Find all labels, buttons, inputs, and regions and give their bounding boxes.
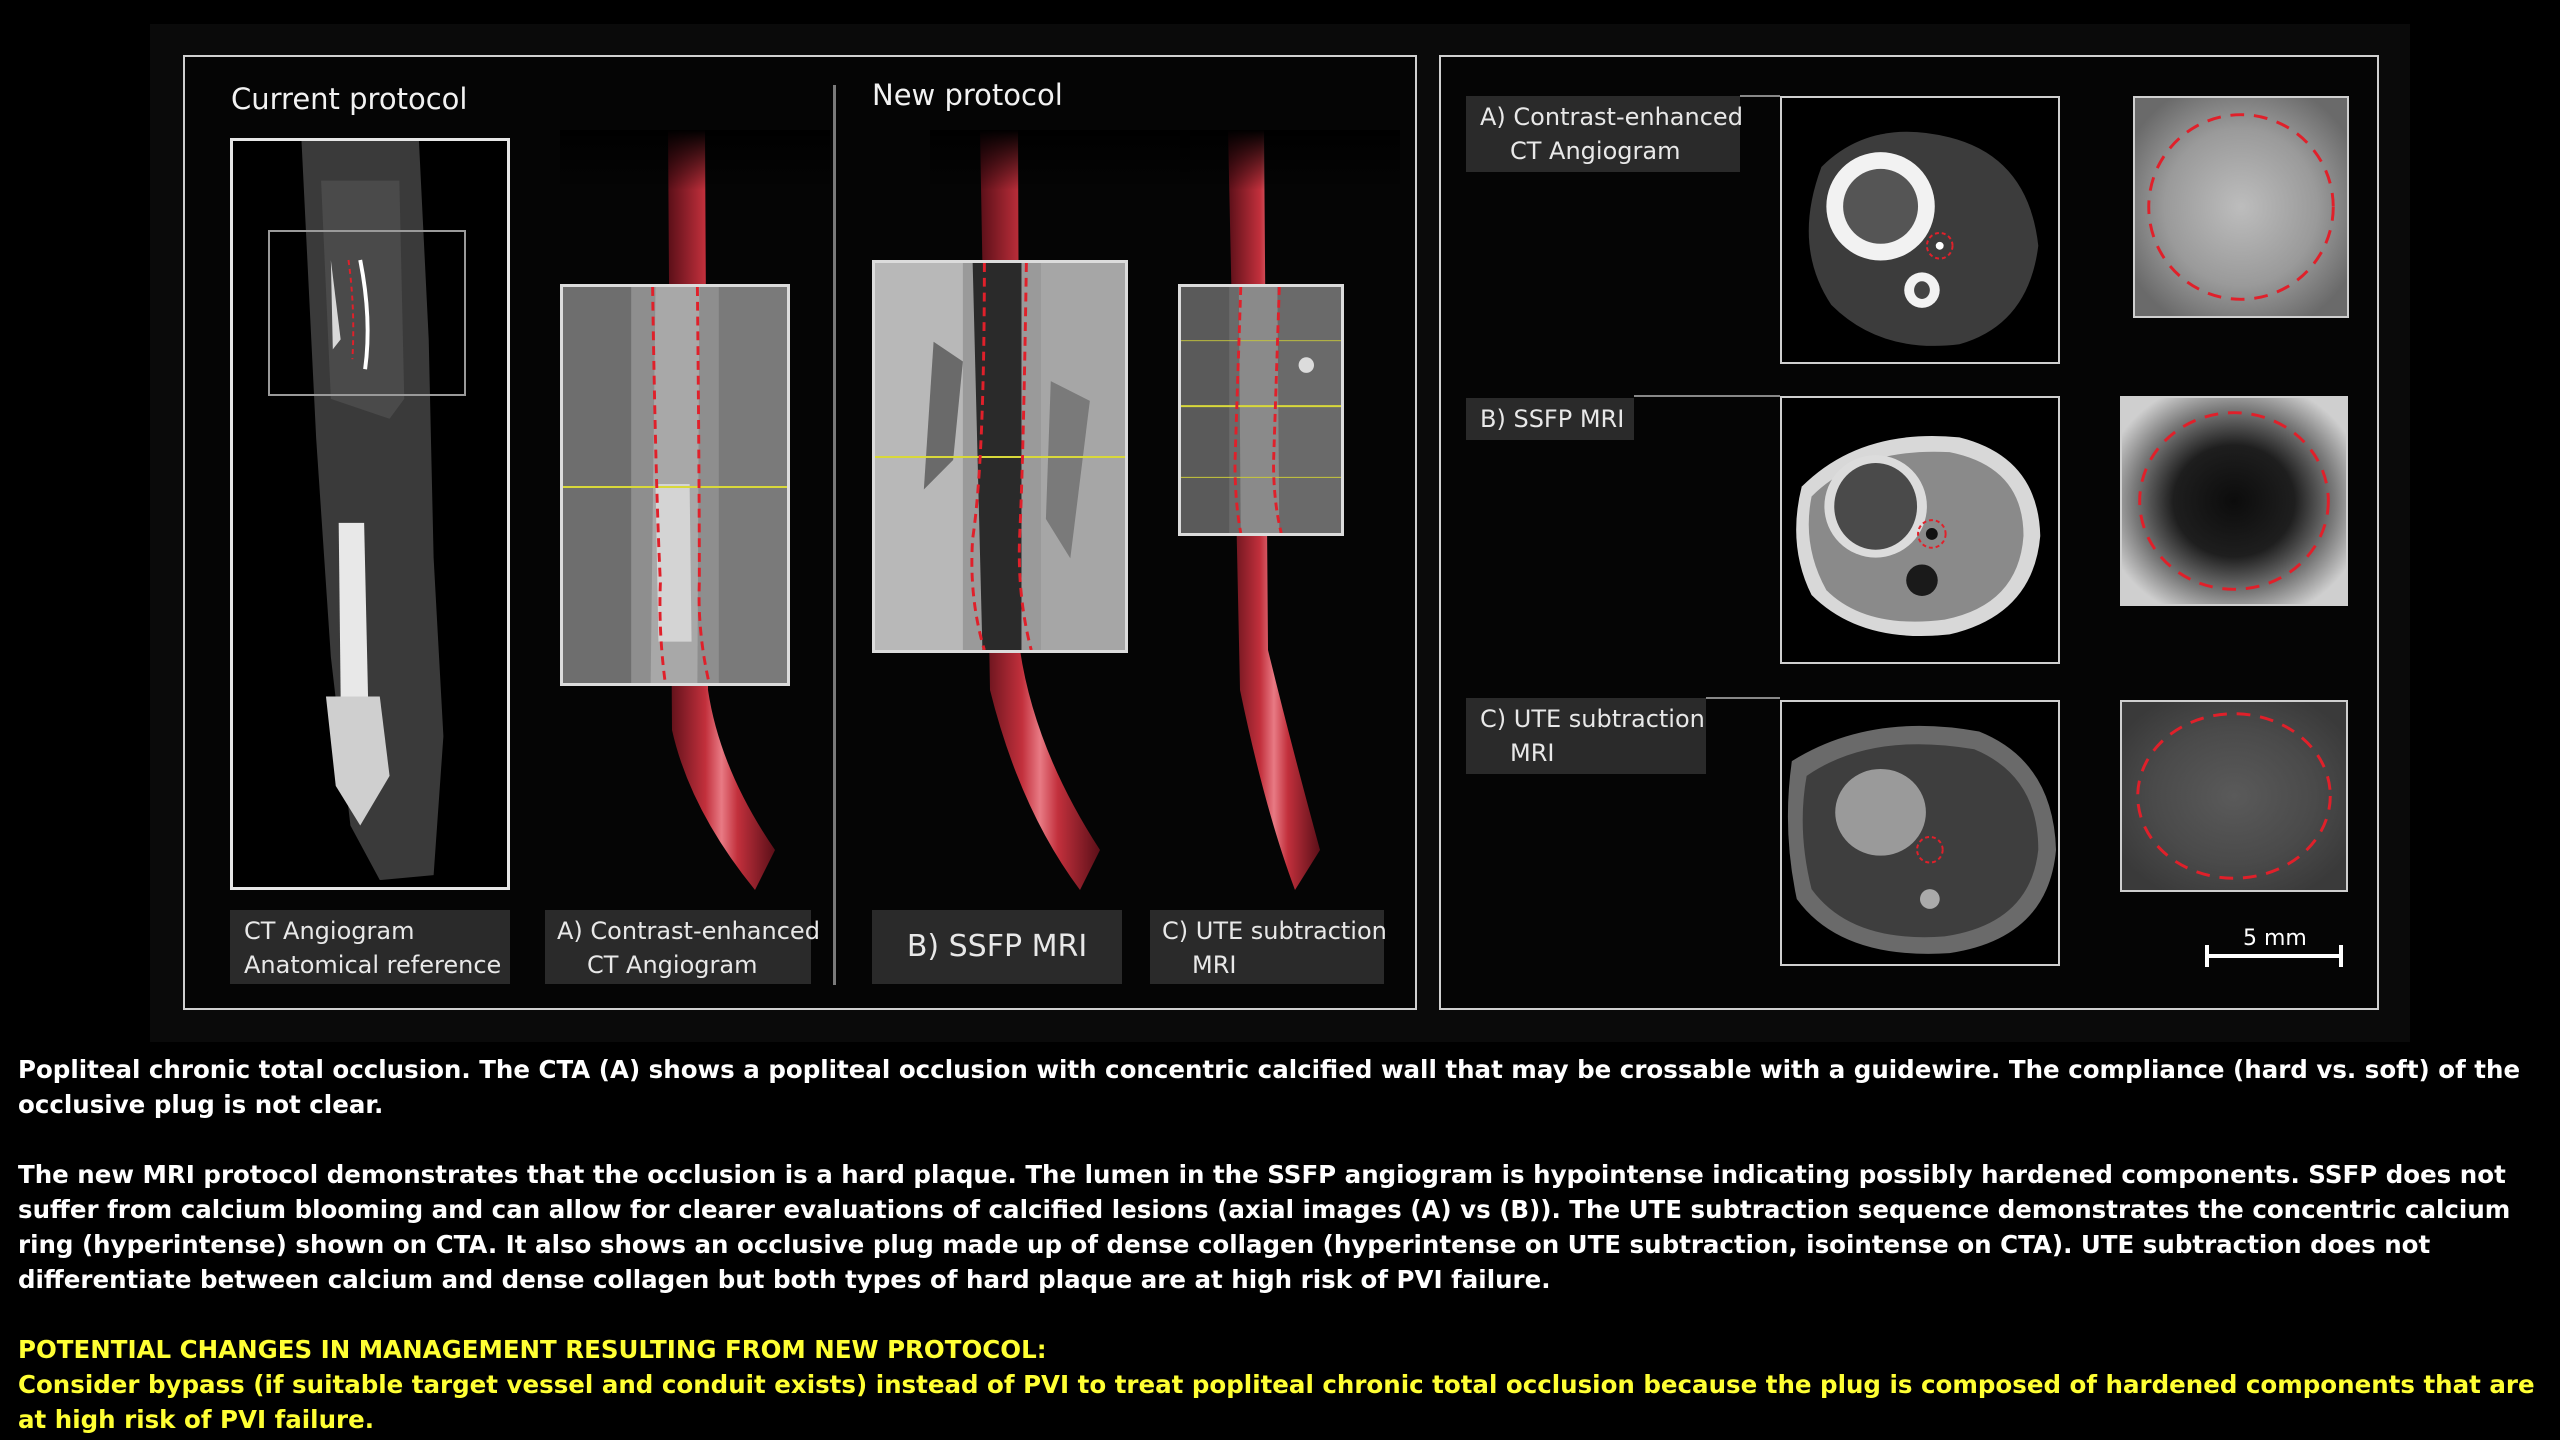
new-protocol-heading: New protocol: [872, 78, 1063, 112]
management-text: Consider bypass (if suitable target vessel and conduit exists) instead of PVI to treat popliteal chronic total occlusion because the plug is composed of hardened components that are at high risk of PVI failure.: [18, 1370, 2535, 1434]
label-a-cta-left-line2: CT Angiogram: [587, 951, 758, 979]
label-c-ute-right-line1: C) UTE subtraction: [1480, 705, 1705, 733]
figure-caption: [18, 1052, 2548, 1437]
caption-paragraph-2: The new MRI protocol demonstrates that the occlusion is a hard plaque. The lumen in the SSFP angiogram is hypointense indicating possibly hardened components. SSFP does not suffer from calcium blooming and can allow for clearer evaluations of calcified lesions (axial images (A) vs (B)). The UTE subtraction sequence demonstrates the concentric calcium ring (hyperintense) shown on CTA. It also shows an occlusive plug made up of dense collagen (hyperintense on UTE subtraction, isointense on CTA). UTE subtraction does not differentiate between calcium and dense collagen but both types of hard plaque are at high risk of PVI failure.: [18, 1160, 2511, 1294]
cta-longitudinal-image: [560, 284, 790, 686]
management-heading: POTENTIAL CHANGES IN MANAGEMENT RESULTING FROM NEW PROTOCOL:: [18, 1335, 1047, 1364]
axial-ssfp-image: [1780, 396, 2060, 664]
label-ct-reference-line1: CT Angiogram: [244, 917, 415, 945]
management-section: [18, 1332, 2548, 1437]
label-c-ute-left-line1: C) UTE subtraction: [1162, 917, 1387, 945]
scale-bar-label: 5 mm: [2243, 926, 2307, 951]
label-a-cta-right-line2: CT Angiogram: [1510, 137, 1681, 165]
current-protocol-heading: Current protocol: [231, 82, 468, 116]
label-a-cta-left: [545, 910, 820, 984]
label-b-ssfp-left: B) SSFP MRI: [872, 910, 1122, 984]
caption-paragraph-1: Popliteal chronic total occlusion. The CTA (A) shows a popliteal occlusion with concentric calcified wall that may be crossable with a guidewire. The compliance (hard vs. soft) of the occlusive plug is not clear.: [18, 1055, 2521, 1119]
scale-bar: [2205, 954, 2343, 958]
label-a-cta-left-line1: A) Contrast-enhanced: [557, 917, 820, 945]
ssfp-longitudinal-image: [872, 260, 1128, 653]
label-c-ute-left-line2: MRI: [1192, 951, 1237, 979]
ute-longitudinal-image: [1178, 284, 1344, 536]
label-c-ute-right-line2: MRI: [1510, 739, 1555, 767]
axial-cta-image: [1780, 96, 2060, 364]
axial-ute-image: [1780, 700, 2060, 966]
axial-ssfp-zoom-image: [2120, 396, 2348, 606]
label-ct-reference-line2: Anatomical reference: [244, 951, 502, 979]
protocol-divider: [833, 85, 836, 985]
label-ct-reference: [230, 910, 510, 984]
label-b-ssfp-right-text: B) SSFP MRI: [1480, 405, 1625, 433]
axial-cta-zoom-image: [2133, 96, 2349, 318]
label-c-ute-left: [1150, 910, 1387, 984]
label-connector-lines: [1440, 90, 1780, 730]
axial-ute-zoom-image: [2120, 700, 2348, 892]
region-of-interest-box: [268, 230, 466, 396]
label-a-cta-right-line1: A) Contrast-enhanced: [1480, 103, 1743, 131]
